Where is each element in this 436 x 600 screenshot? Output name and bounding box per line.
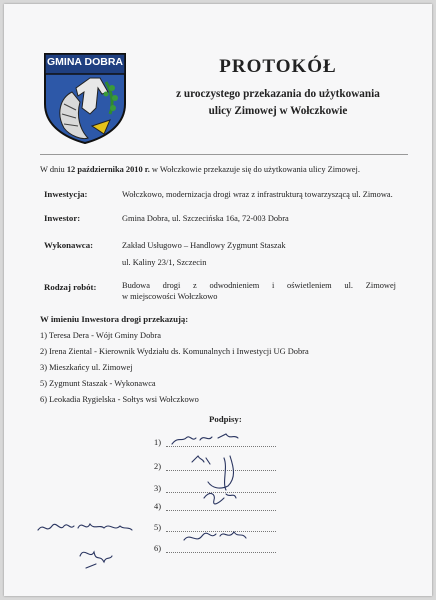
handwritten-margin-signatures <box>34 516 144 584</box>
rodzaj-robot-label: Rodzaj robót: <box>44 282 97 292</box>
signature-number: 6) <box>154 544 161 553</box>
signature-number: 4) <box>154 502 161 511</box>
inwestor-value: Gmina Dobra, ul. Szczecińska 16a, 72-003 Dobra <box>122 214 289 223</box>
signature-number: 2) <box>154 462 161 471</box>
handover-item: 6) Leokadia Rygielska - Sołtys wsi Wołczkowo <box>40 395 199 404</box>
handover-item: 2) Irena Ziental - Kierownik Wydziału ds. Komunalnych i Inwestycji UG Dobra <box>40 347 309 356</box>
handwritten-signatures <box>164 428 294 563</box>
document-subtitle-line-1: z uroczystego przekazania do użytkowania <box>176 88 380 100</box>
handover-item: 1) Teresa Dera - Wójt Gminy Dobra <box>40 331 161 340</box>
crest-label: GMINA DOBRA <box>46 56 124 68</box>
handover-item: 5) Zygmunt Staszak - Wykonawca <box>40 379 156 388</box>
inwestycja-value: Wołczkowo, modernizacja drogi wraz z infrastrukturą towarzyszącą ul. Zimowa. <box>122 190 393 199</box>
document-title: PROTOKÓŁ <box>219 56 337 77</box>
intro-rest: w Wołczkowie przekazuje się do użytkowania ulicy Zimowej. <box>151 165 360 174</box>
intro-line <box>40 164 360 175</box>
title-block <box>134 56 422 120</box>
intro-date: 12 października 2010 r. <box>66 165 150 174</box>
document-subtitle-line-2: ulicy Zimowej w Wołczkowie <box>208 105 348 117</box>
wykonawca-line-1: Zakład Usługowo – Handlowy Zygmunt Staszak <box>122 241 286 250</box>
rodzaj-robot-line-2: w miejscowości Wołczkowo <box>122 292 218 301</box>
signature-number: 3) <box>154 484 161 493</box>
intro-prefix: W dniu <box>40 165 65 174</box>
handover-item: 3) Mieszkańcy ul. Zimowej <box>40 363 133 372</box>
signature-number: 1) <box>154 438 161 447</box>
wykonawca-line-2: ul. Kaliny 23/1, Szczecin <box>122 258 207 267</box>
header-divider <box>40 154 408 155</box>
inwestycja-label: Inwestycja: <box>44 189 88 199</box>
inwestor-label: Inwestor: <box>44 213 81 223</box>
handover-heading: W imieniu Inwestora drogi przekazują: <box>40 314 189 324</box>
signatures-heading: Podpisy: <box>209 414 242 424</box>
wykonawca-label: Wykonawca: <box>44 240 94 250</box>
rodzaj-robot-line-1: Budowa drogi z odwodnieniem i oświetleniem ul. Zimowej <box>122 281 396 290</box>
signature-number: 5) <box>154 523 161 532</box>
document-page <box>4 4 432 596</box>
